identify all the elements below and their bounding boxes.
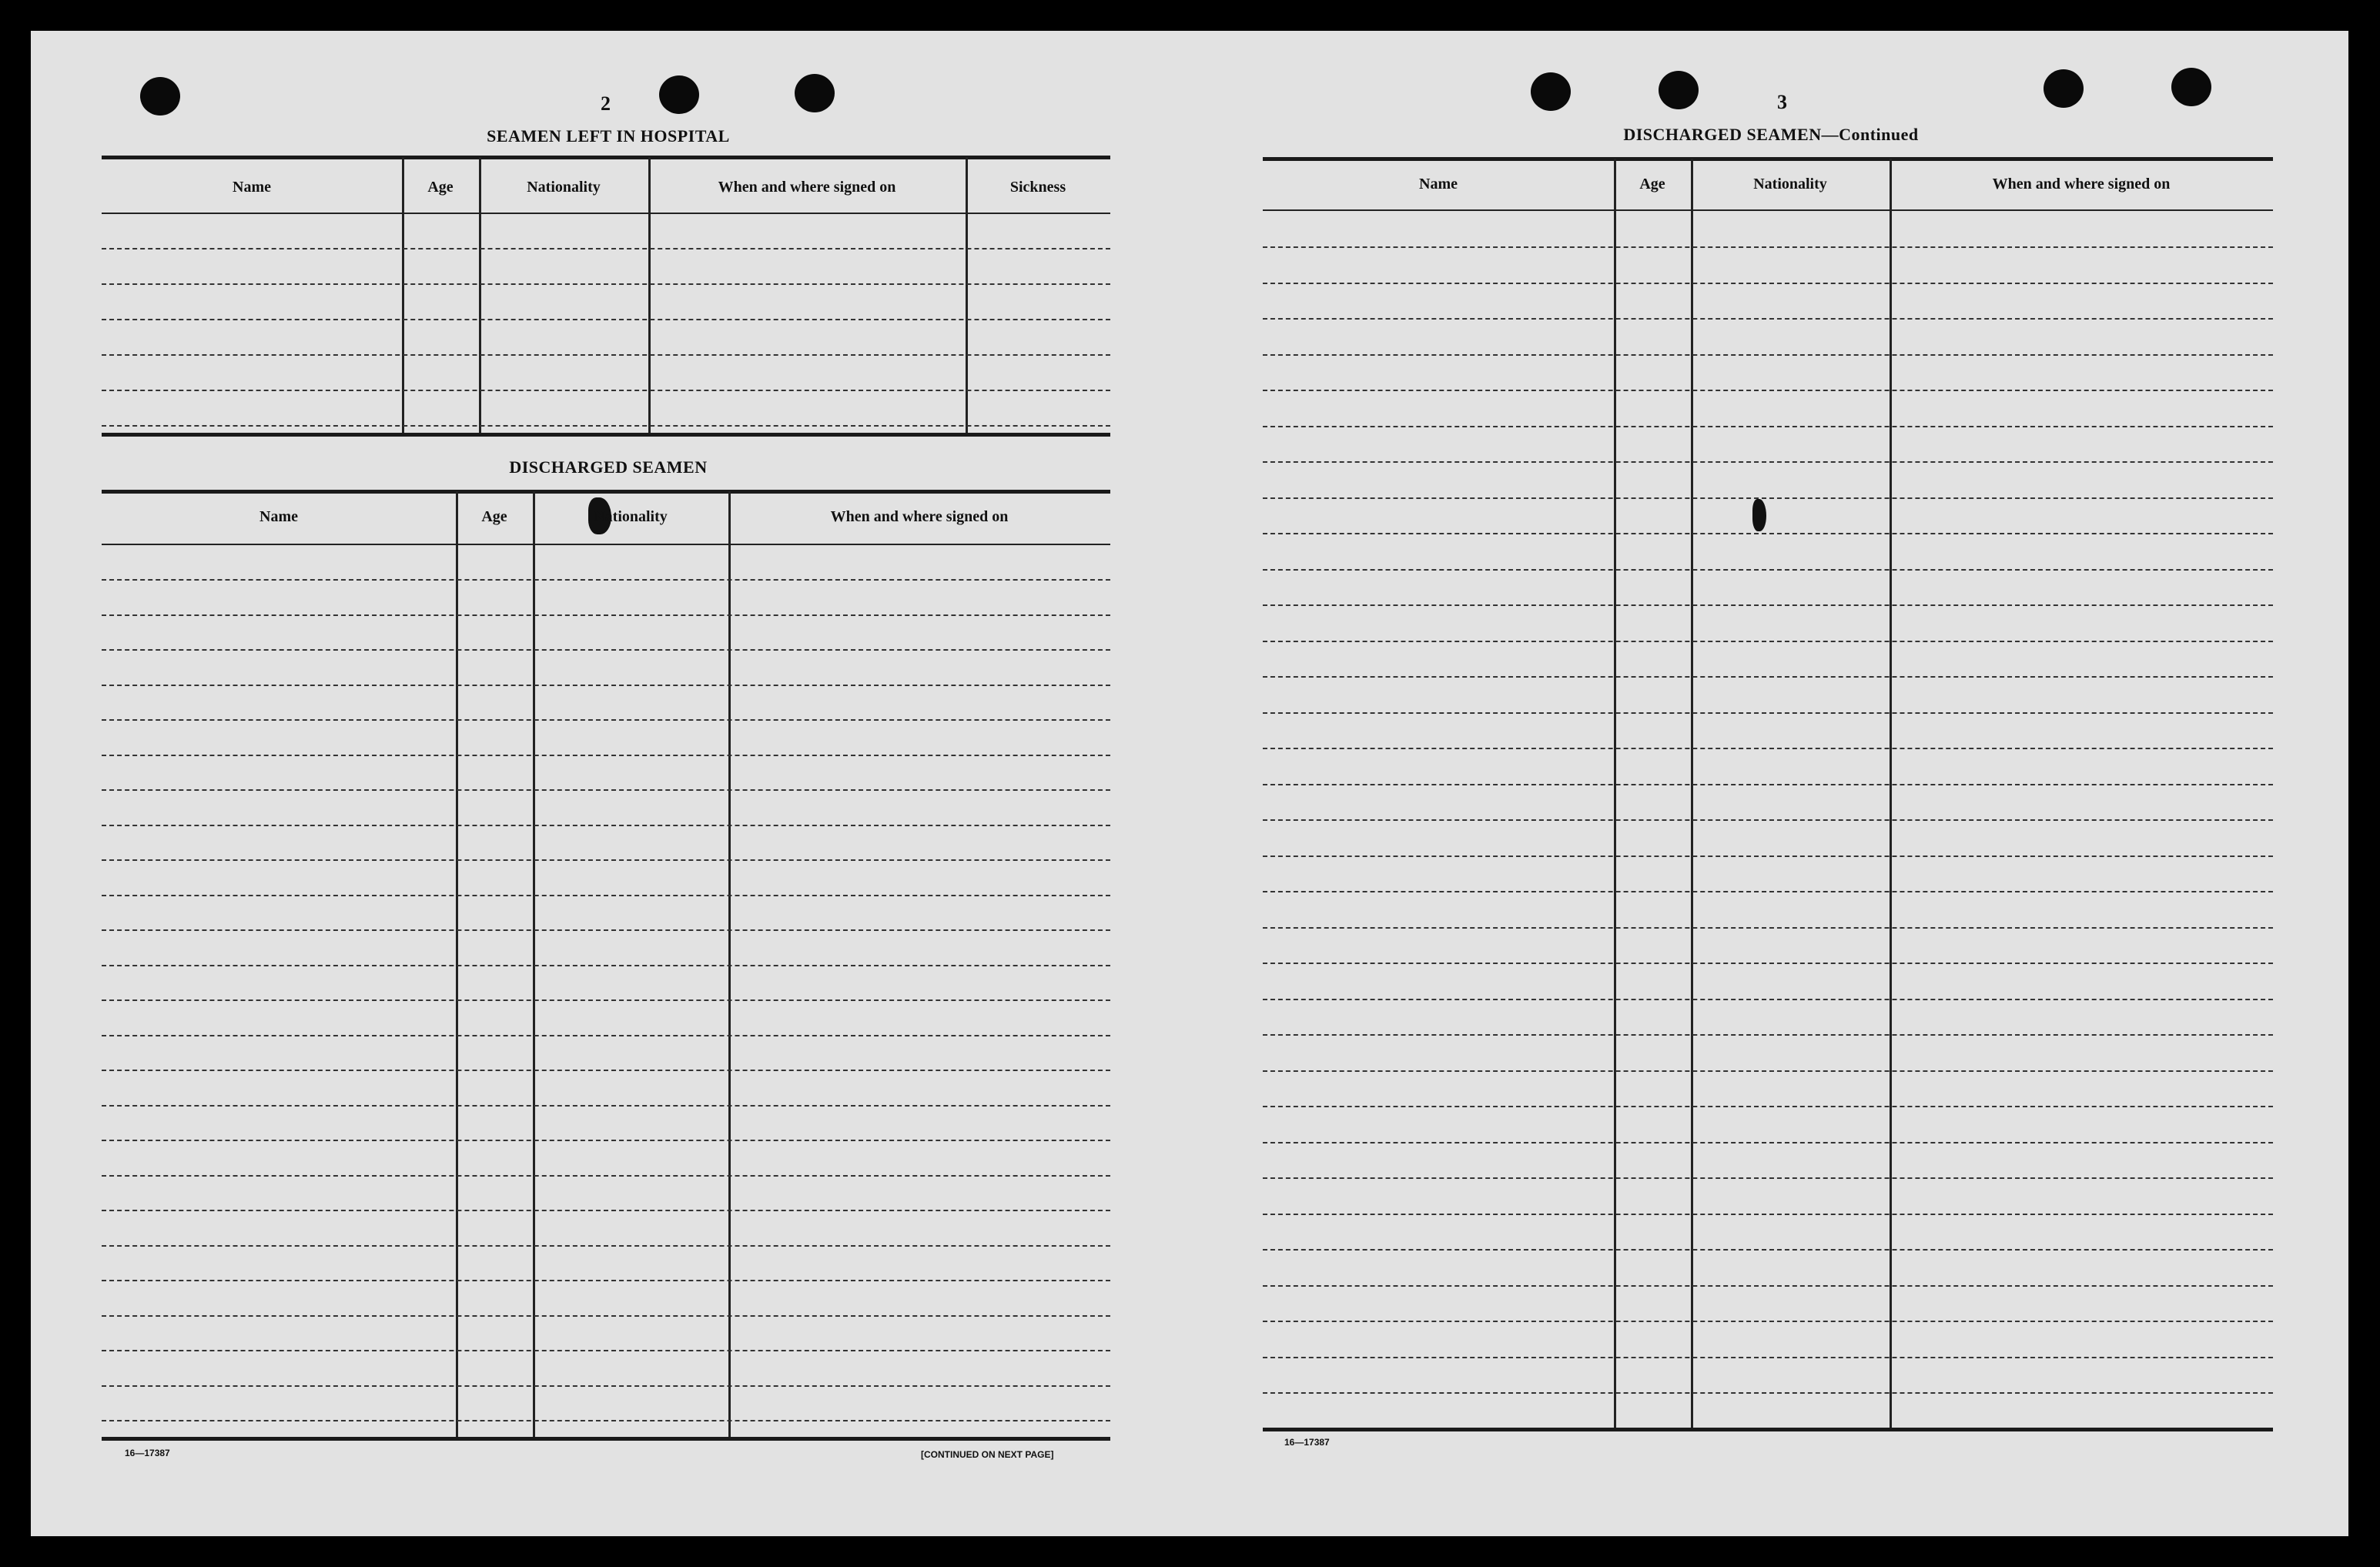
- punch-hole: [2171, 68, 2211, 106]
- form-number-left: 16—17387: [125, 1448, 170, 1458]
- table-row-line: [1263, 891, 2273, 892]
- table-row-line: [102, 1035, 1110, 1036]
- column-header-sickness: Sickness: [1009, 179, 1066, 196]
- continued-note: [CONTINUED ON NEXT PAGE]: [921, 1449, 1054, 1460]
- column-header-nationality: Nationality: [1753, 176, 1827, 193]
- table-row-line: [102, 579, 1110, 581]
- table-row-line: [1263, 676, 2273, 678]
- table-row-line: [1263, 1392, 2273, 1394]
- table-row-line: [1263, 1214, 2273, 1215]
- column-header-nationality: Nationality: [594, 508, 668, 525]
- table-bottom-rule: [102, 1437, 1110, 1441]
- table-row-line: [1263, 318, 2273, 320]
- column-header-signed-on: When and where signed on: [1992, 176, 2171, 193]
- column-divider: [1614, 159, 1616, 1428]
- column-header-age: Age: [1639, 176, 1665, 193]
- column-divider: [966, 157, 968, 433]
- table-row-line: [102, 1245, 1110, 1247]
- table-row-line: [102, 789, 1110, 791]
- table-row-line: [102, 755, 1110, 756]
- table-row-line: [1263, 641, 2273, 642]
- table-row-line: [1263, 246, 2273, 248]
- table-row-line: [1263, 927, 2273, 929]
- table-row-line: [1263, 497, 2273, 499]
- column-header-signed-on: When and where signed on: [830, 508, 1009, 525]
- table-row-line: [1263, 533, 2273, 534]
- table-row-line: [102, 390, 1110, 391]
- table-row-line: [1263, 1034, 2273, 1036]
- table-row-line: [1263, 999, 2273, 1000]
- column-header-nationality: Nationality: [527, 179, 601, 196]
- table-row-line: [102, 614, 1110, 616]
- table-row-line: [102, 999, 1110, 1001]
- header-rule: [102, 544, 1110, 545]
- table-row-line: [102, 965, 1110, 966]
- page-number-right: 3: [1777, 91, 1787, 113]
- column-header-name: Name: [233, 179, 271, 196]
- table-top-rule: [102, 490, 1110, 494]
- column-divider: [479, 157, 481, 433]
- punch-hole: [1659, 71, 1699, 109]
- ink-stain: [1752, 499, 1766, 531]
- table-row-line: [102, 1070, 1110, 1071]
- table-row-line: [1263, 1142, 2273, 1143]
- table-row-line: [102, 685, 1110, 686]
- column-divider: [648, 157, 651, 433]
- table-row-line: [102, 319, 1110, 320]
- discharged-section-title: DISCHARGED SEAMEN: [509, 457, 708, 477]
- table-row-line: [102, 283, 1110, 285]
- table-row-line: [1263, 819, 2273, 821]
- punch-hole: [2044, 69, 2084, 108]
- table-row-line: [102, 248, 1110, 249]
- table-top-rule: [1263, 157, 2273, 161]
- table-row-line: [1263, 354, 2273, 356]
- table-row-line: [1263, 604, 2273, 606]
- punch-hole: [659, 75, 699, 114]
- table-row-line: [1263, 1285, 2273, 1287]
- table-row-line: [1263, 1106, 2273, 1107]
- table-row-line: [102, 859, 1110, 861]
- table-row-line: [1263, 390, 2273, 391]
- column-header-name: Name: [259, 508, 298, 525]
- punch-hole: [1531, 72, 1571, 111]
- table-row-line: [1263, 1177, 2273, 1179]
- column-divider: [1691, 159, 1693, 1428]
- table-row-line: [1263, 712, 2273, 714]
- table-row-line: [1263, 963, 2273, 964]
- table-row-line: [1263, 748, 2273, 749]
- column-header-signed-on: When and where signed on: [718, 179, 896, 196]
- table-row-line: [102, 1385, 1110, 1387]
- punch-hole: [140, 77, 180, 116]
- discharged-continued-title: DISCHARGED SEAMEN—Continued: [1623, 125, 1919, 144]
- table-row-line: [102, 895, 1110, 896]
- page-number-left: 2: [601, 92, 611, 115]
- column-header-age: Age: [427, 179, 454, 196]
- table-row-line: [1263, 461, 2273, 463]
- table-row-line: [102, 825, 1110, 826]
- column-divider: [402, 157, 404, 433]
- hospital-section-title: SEAMEN LEFT IN HOSPITAL: [487, 126, 730, 146]
- table-row-line: [102, 719, 1110, 721]
- column-divider: [1890, 159, 1892, 1428]
- table-row-line: [102, 929, 1110, 931]
- table-row-line: [1263, 283, 2273, 284]
- table-row-line: [102, 1420, 1110, 1421]
- table-row-line: [1263, 855, 2273, 857]
- header-rule: [102, 213, 1110, 214]
- table-bottom-rule: [102, 433, 1110, 437]
- table-row-line: [102, 1280, 1110, 1281]
- punch-hole: [795, 74, 835, 112]
- table-row-line: [102, 354, 1110, 356]
- form-number-right: 16—17387: [1284, 1437, 1330, 1448]
- table-row-line: [1263, 1070, 2273, 1072]
- table-row-line: [102, 1210, 1110, 1211]
- table-row-line: [1263, 1321, 2273, 1322]
- table-row-line: [102, 1175, 1110, 1177]
- table-row-line: [102, 1350, 1110, 1351]
- header-rule: [1263, 209, 2273, 211]
- table-row-line: [1263, 1249, 2273, 1251]
- table-row-line: [1263, 784, 2273, 785]
- table-row-line: [102, 1105, 1110, 1107]
- table-row-line: [102, 1315, 1110, 1317]
- table-row-line: [1263, 569, 2273, 571]
- table-row-line: [102, 649, 1110, 651]
- table-row-line: [102, 1140, 1110, 1141]
- table-row-line: [1263, 1357, 2273, 1358]
- table-top-rule: [102, 156, 1110, 159]
- column-header-age: Age: [481, 508, 507, 525]
- table-row-line: [1263, 426, 2273, 427]
- table-row-line: [102, 425, 1110, 427]
- column-header-name: Name: [1419, 176, 1458, 193]
- table-bottom-rule: [1263, 1428, 2273, 1431]
